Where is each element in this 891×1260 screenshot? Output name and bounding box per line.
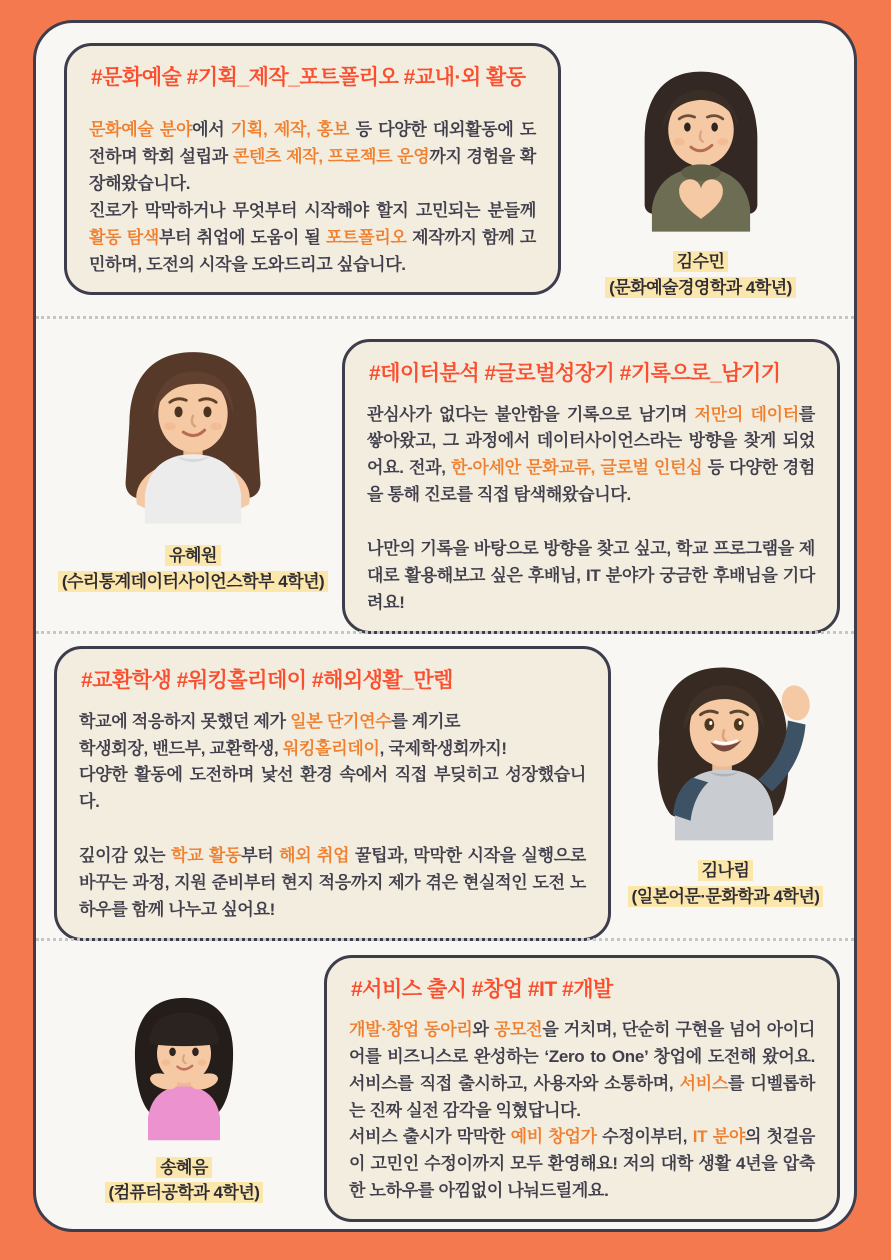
description-paragraph — [79, 816, 586, 843]
body-text: 를 디벨롭하는 진짜 실전 감각을 익혔답니다. — [349, 1073, 815, 1120]
body-text: 을 거치며, 단순히 구현을 넘어 아이디어를 비즈니스로 완성하는 ‘Zero to One’ 창업에 도전해 왔어요. 서비스를 직접 출시하고, 사용자와 소통하며, — [349, 1019, 816, 1093]
memoji-girl-heart-hands — [601, 55, 801, 241]
speech-bubble — [64, 43, 561, 295]
highlighted-text: 활동 탐색 — [89, 227, 159, 247]
profile-caption — [605, 249, 796, 300]
profile-dept: (컴퓨터공학과 4학년) — [105, 1180, 264, 1206]
highlighted-text: 포트폴리오 — [326, 227, 407, 247]
speech-bubble — [324, 955, 840, 1222]
highlighted-text: 공모전 — [493, 1019, 543, 1039]
description-paragraph — [79, 709, 586, 816]
profile-caption — [58, 543, 328, 594]
profile-description — [89, 117, 536, 278]
body-text: , 국제학생회까지! — [379, 738, 507, 758]
hashtag-title: #교환학생 #워킹홀리데이 #해외생활_만렙 — [81, 669, 453, 693]
body-text: 학교에 적응하지 못했던 제가 — [79, 711, 291, 731]
profile-name: 김나림 — [628, 858, 824, 884]
profile-section-yu-hyewon — [36, 316, 854, 631]
profile-dept: (수리통계데이터사이언스학부 4학년) — [58, 569, 328, 595]
body-text: 를 쌓아왔고, 그 과정에서 데이터사이언스라는 방향을 찾게 되었어요. 전과, — [367, 404, 816, 478]
profile-caption — [628, 858, 824, 909]
profile-column — [561, 23, 840, 300]
highlighted-text: 일본 단기연수 — [290, 711, 392, 731]
body-text: 를 계기로 — [391, 711, 461, 731]
body-text: 등 다양한 대외활동에 도전하며 학회 설립과 — [89, 120, 537, 167]
memoji-girl-waving — [618, 650, 834, 850]
profile-name: 김수민 — [605, 249, 796, 275]
body-text: 서비스 출시가 막막한 — [349, 1127, 511, 1147]
profile-description — [349, 1017, 815, 1205]
body-text: 부터 — [241, 846, 280, 866]
description-paragraph — [89, 117, 536, 198]
highlighted-text: 서비스 — [679, 1073, 729, 1093]
body-text: 제작까지 함께 고민하며, 도전의 시작을 도와드리고 싶습니다. — [89, 227, 536, 274]
profile-column — [611, 634, 840, 909]
hashtag-title: #데이터분석 #글로벌성장기 #기록으로_남기기 — [369, 362, 781, 386]
profile-description — [367, 402, 815, 617]
body-text: 부터 취업에 도움이 될 — [158, 227, 327, 247]
profile-caption — [105, 1155, 264, 1206]
avatar-image-hands-on-hips — [87, 335, 299, 535]
body-text: 수정이부터, — [596, 1127, 693, 1147]
hashtag-title: #문화예술 #기획_제작_포트폴리오 #교내·외 활동 — [91, 66, 526, 89]
description-paragraph — [349, 1017, 815, 1124]
body-text: 의 첫걸음이 고민인 수정이까지 모두 환영해요! 저의 대학 생활 4년을 압축한 노하우를 아낌없이 나눠드릴게요. — [349, 1127, 815, 1201]
memoji-girl-chin-hands — [94, 983, 274, 1147]
body-text: 등 다양한 경험을 통해 진로를 직접 탐색해왔습니다. — [367, 458, 815, 505]
profile-section-kim-sumin — [36, 23, 854, 316]
poster-panel — [33, 20, 857, 1232]
description-paragraph — [349, 1124, 815, 1205]
body-text: 깊이감 있는 — [79, 846, 171, 866]
highlighted-text: 해외 취업 — [279, 846, 350, 866]
profile-description — [79, 709, 586, 924]
highlighted-text: 기획, 제작, 홍보 — [230, 120, 350, 140]
highlighted-text: 저만의 데이터 — [694, 404, 799, 424]
profile-section-song-hyeeum — [36, 938, 854, 1229]
profile-name: 송혜음 — [105, 1155, 264, 1181]
memoji-girl-hands-on-hips — [87, 335, 299, 535]
highlighted-text: 예비 창업가 — [510, 1127, 597, 1147]
highlighted-text: 개발·창업 동아리 — [349, 1019, 473, 1039]
speech-bubble — [342, 339, 840, 633]
highlighted-text: 콘텐츠 제작, 프로젝트 운영 — [232, 147, 430, 167]
description-paragraph — [367, 536, 815, 617]
body-text: 다양한 활동에 도전하며 낯선 환경 속에서 직접 부딪히고 성장했습니다. — [79, 765, 586, 812]
profile-dept: (일본어문·문화학과 4학년) — [628, 884, 824, 910]
body-text: 나만의 기록을 바탕으로 방향을 찾고 싶고, 학교 프로그램을 제대로 활용해보고 싶은 후배님, IT 분야가 궁금한 후배님을 기다려요! — [367, 538, 815, 612]
description-paragraph — [367, 402, 815, 509]
body-text: 까지 경험을 확장해왔습니다. — [89, 147, 536, 194]
profile-dept: (문화예술경영학과 4학년) — [605, 275, 796, 301]
speech-bubble — [54, 646, 611, 940]
description-paragraph — [367, 509, 815, 536]
avatar-image-chin-hands — [94, 983, 274, 1147]
highlighted-text: 워킹홀리데이 — [282, 738, 380, 758]
description-paragraph — [89, 198, 536, 279]
body-text: 학생회장, 밴드부, 교환학생, — [79, 738, 283, 758]
description-paragraph — [79, 843, 586, 924]
highlighted-text: 학교 활동 — [170, 846, 242, 866]
profile-name: 유혜원 — [58, 543, 328, 569]
body-text: 진로가 막막하거나 무엇부터 시작해야 할지 고민되는 분들께 — [89, 200, 536, 220]
body-text: 와 — [472, 1019, 494, 1039]
profile-section-kim-narim — [36, 631, 854, 937]
profile-column — [50, 941, 318, 1206]
body-text: 에서 — [192, 120, 231, 140]
avatar-image-heart-hands — [601, 55, 801, 241]
highlighted-text: IT 분야 — [692, 1127, 745, 1147]
body-text: 관심사가 없다는 불안함을 기록으로 남기며 — [367, 404, 695, 424]
highlighted-text: 문화예술 분야 — [89, 120, 193, 140]
profile-column — [50, 319, 336, 594]
avatar-image-waving — [618, 650, 834, 850]
highlighted-text: 한-아세안 문화교류, 글로벌 인턴십 — [450, 458, 703, 478]
body-text: 꿀팁과, 막막한 시작을 실행으로 바꾸는 과정, 지원 준비부터 현지 적응까지 제가 겪은 현실적인 도전 노하우를 함께 나누고 싶어요! — [79, 846, 586, 919]
hashtag-title: #서비스 출시 #창업 #IT #개발 — [351, 977, 613, 1001]
